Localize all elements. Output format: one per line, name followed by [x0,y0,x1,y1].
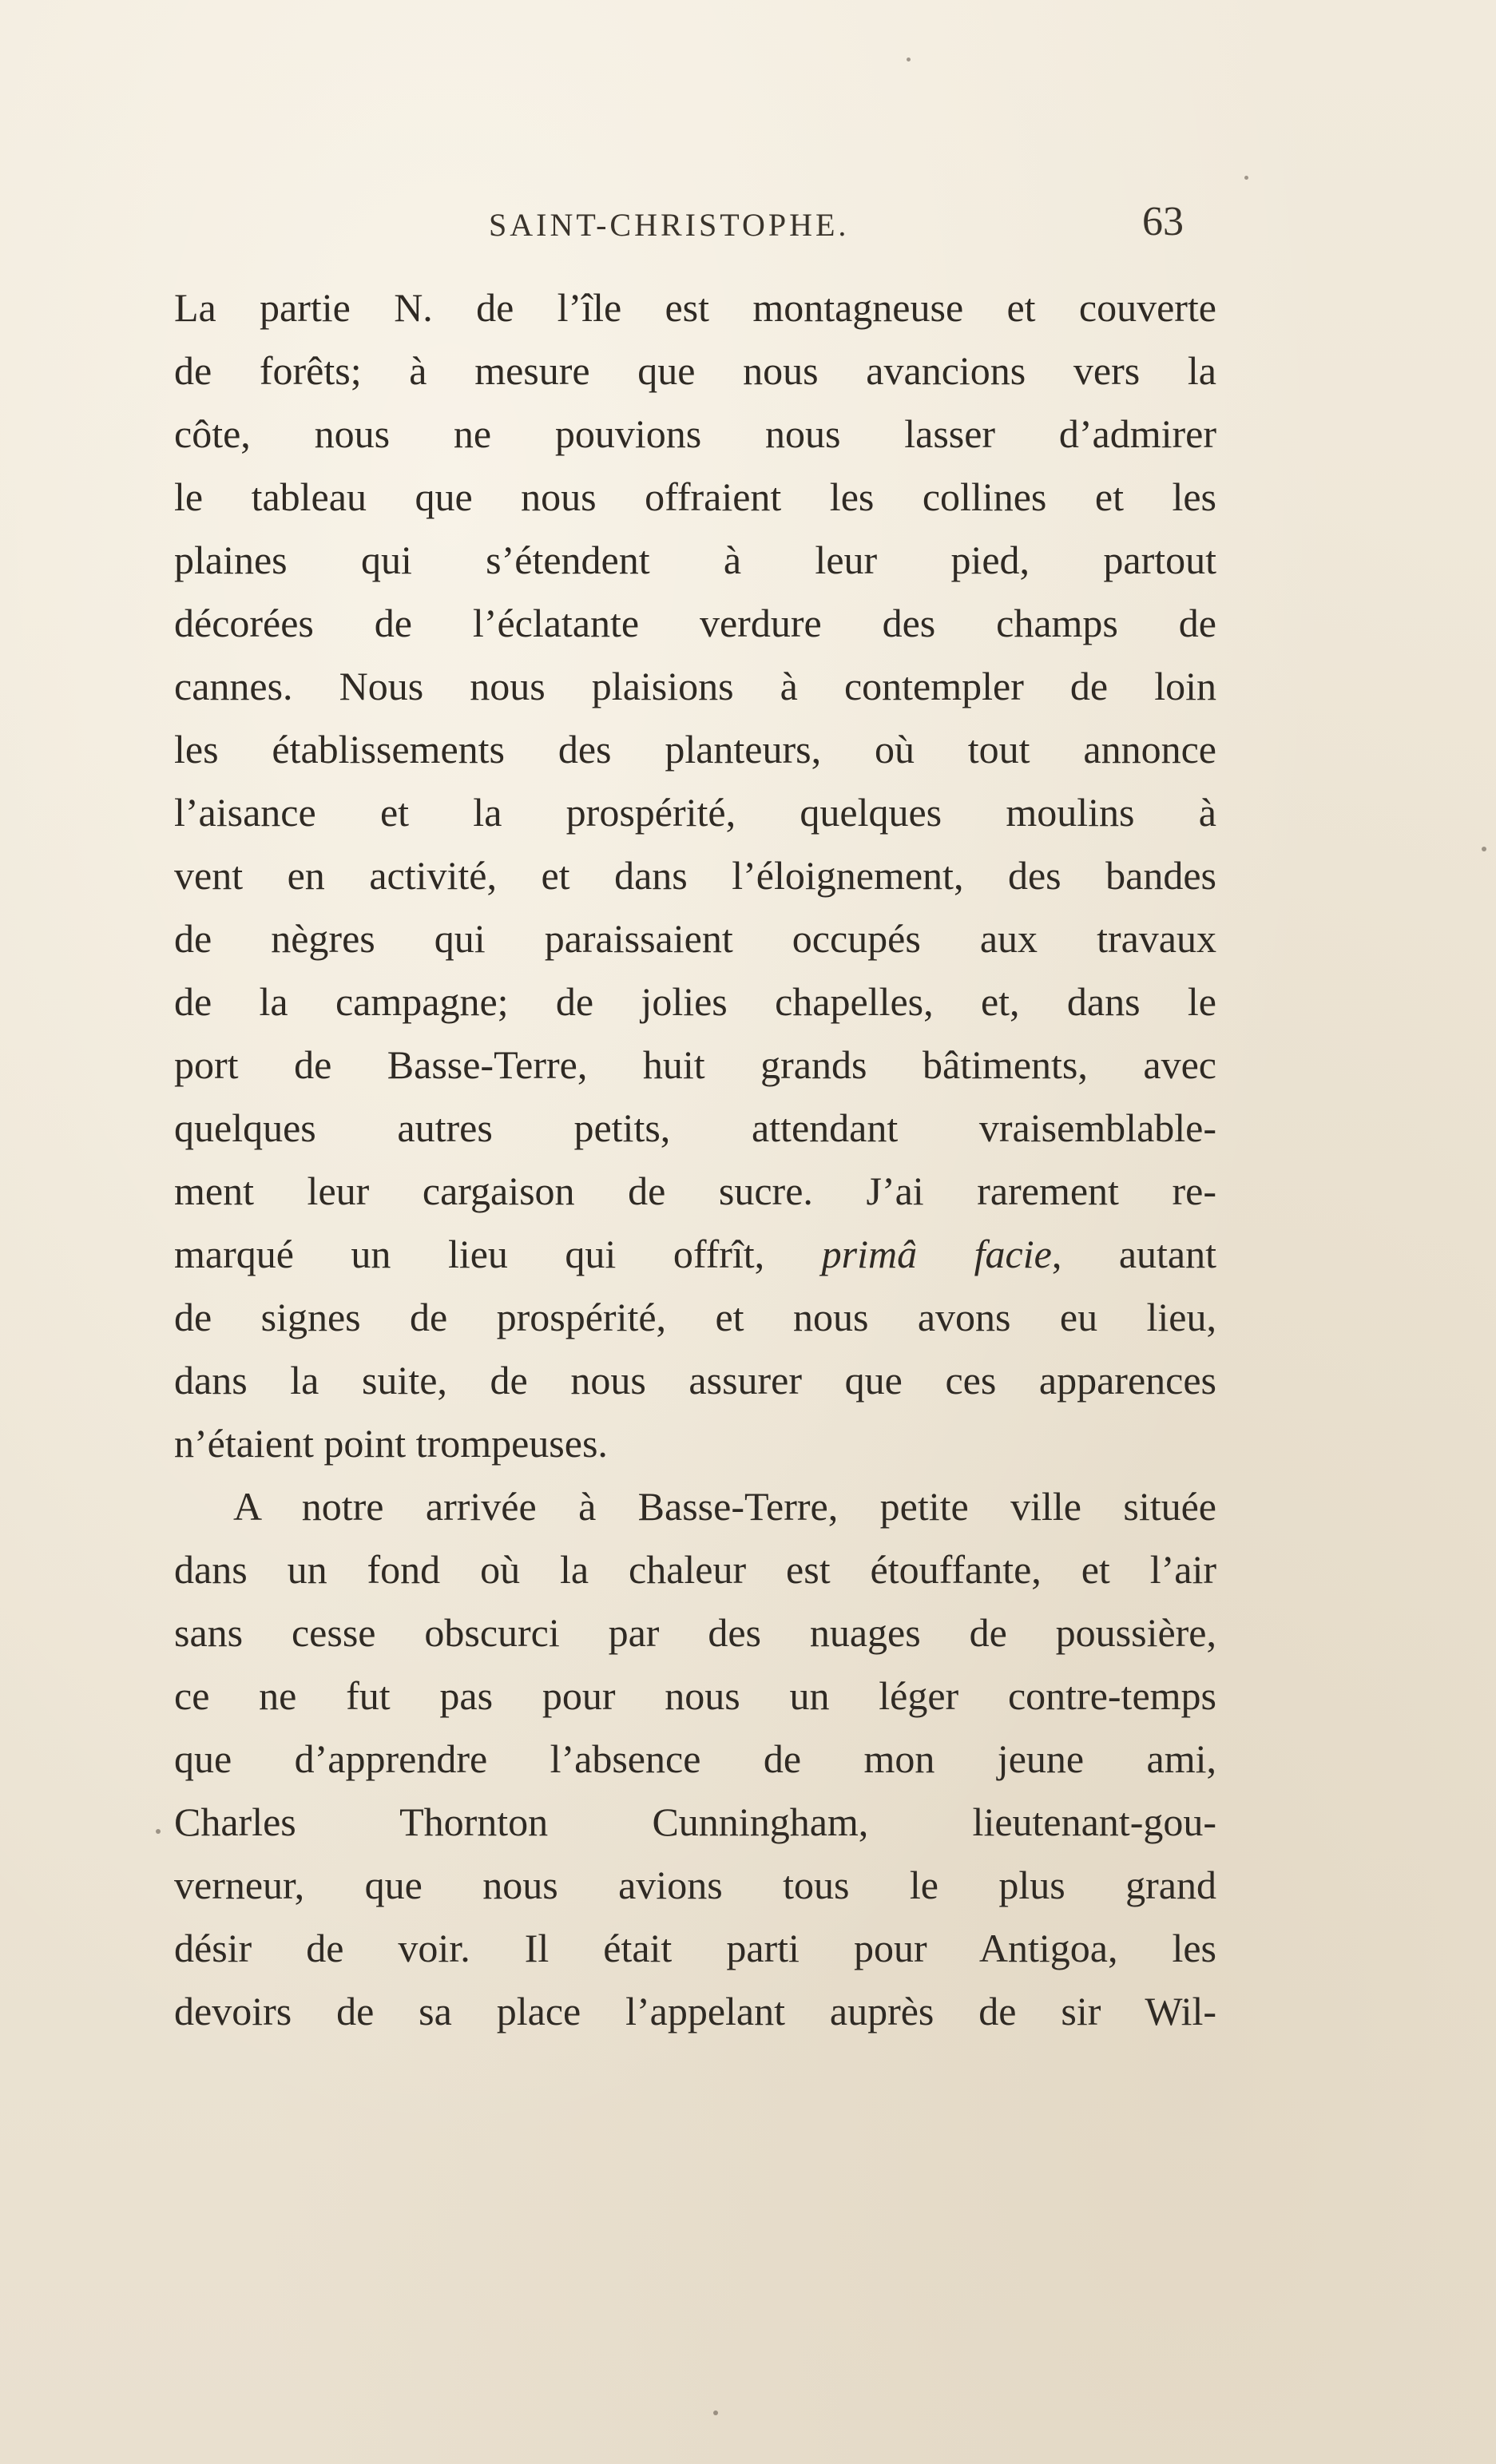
text-line: le tableau que nous offraient les collines et les [174,474,1216,519]
text-line: La partie N. de l’île est montagneuse et couverte [174,285,1216,330]
italic-phrase: primâ facie [821,1232,1052,1276]
paper-speck [1244,176,1248,180]
text-line: l’aisance et la prospérité, quelques moulins à [174,790,1216,835]
text-line: de la campagne; de jolies chapelles, et, dans le [174,979,1216,1024]
running-head: SAINT-CHRISTOPHE. [489,207,850,243]
text-line: port de Basse-Terre, huit grands bâtiments, avec [174,1042,1216,1087]
text-line: A notre arrivée à Basse-Terre, petite ville située [233,1484,1216,1529]
text-line: dans la suite, de nous assurer que ces apparences [174,1358,1216,1403]
text-line: ment leur cargaison de sucre. J’ai rarement re- [174,1169,1216,1213]
text-line: dans un fond où la chaleur est étouffante, et l’air [174,1547,1216,1592]
text-segment: , autant [1051,1232,1216,1276]
text-line: plaines qui s’étendent à leur pied, partout [174,538,1216,582]
text-line: cannes. Nous nous plaisions à contempler de loin [174,664,1216,708]
text-line: quelques autres petits, attendant vraisemblable- [174,1105,1216,1150]
text-line: vent en activité, et dans l’éloignement, des bandes [174,853,1216,898]
text-line-with-italic [174,1223,1216,1286]
text-line: ce ne fut pas pour nous un léger contre-temps [174,1673,1216,1718]
text-line: de nègres qui paraissaient occupés aux travaux [174,916,1216,961]
text-line: côte, nous ne pouvions nous lasser d’admirer [174,411,1216,456]
text-line: Charles Thornton Cunningham, lieutenant-gou- [174,1799,1216,1844]
text-line: décorées de l’éclatante verdure des champs de [174,601,1216,645]
page-number: 63 [1142,199,1184,244]
text-line: n’étaient point trompeuses. [174,1421,608,1466]
text-line: que d’apprendre l’absence de mon jeune ami, [174,1736,1216,1781]
paper-speck [907,58,911,62]
paper-speck [156,1829,161,1834]
body-text [174,276,1216,2043]
text-segment: marqué un lieu qui offrît, [174,1232,822,1276]
text-line: de signes de prospérité, et nous avons eu lieu, [174,1295,1216,1339]
text-line: verneur, que nous avions tous le plus grand [174,1863,1216,1907]
text-line: sans cesse obscurci par des nuages de poussière, [174,1610,1216,1655]
text-line: de forêts; à mesure que nous avancions vers la [174,348,1216,393]
text-line: désir de voir. Il était parti pour Antigoa, les [174,1926,1216,1970]
paper-speck [1482,847,1486,851]
paper-speck [713,2410,718,2415]
text-line: les établissements des planteurs, où tout annonce [174,727,1216,772]
text-line: devoirs de sa place l’appelant auprès de sir Wil- [174,1989,1216,2033]
